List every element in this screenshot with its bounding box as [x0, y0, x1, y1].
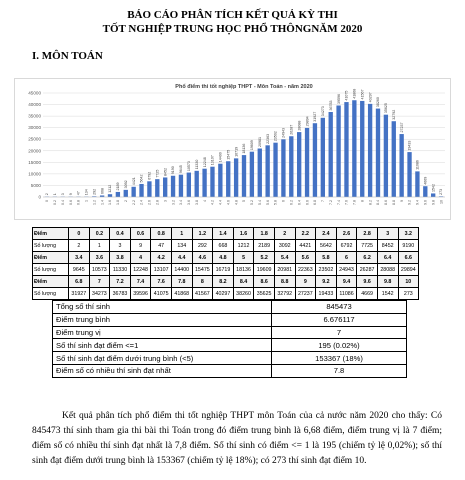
x-tick-label: 7.2	[328, 200, 333, 205]
bar-value-label: 26287	[289, 124, 294, 135]
x-tick-label: 9.8	[431, 200, 436, 205]
y-tick-label: 35000	[28, 113, 41, 119]
bar-value-label: 292	[92, 188, 97, 195]
score-cell: 3.2	[398, 228, 419, 240]
x-tick-label: 0.4	[60, 200, 65, 205]
count-cell: 39596	[130, 288, 151, 300]
count-cell: 4421	[295, 240, 316, 252]
bar-value-label: 12248	[202, 157, 207, 168]
bar	[281, 139, 285, 197]
bar	[384, 115, 388, 197]
score-cell: 3.6	[89, 252, 110, 264]
score-cell: 9	[295, 276, 316, 288]
count-cell: 20981	[274, 264, 295, 276]
score-cell: 2.2	[295, 228, 316, 240]
bar	[360, 101, 364, 197]
score-cell: 2	[274, 228, 295, 240]
x-tick-label: 8.2	[368, 200, 373, 205]
y-tick-label: 10000	[28, 171, 41, 177]
score-cell: 4.4	[171, 252, 192, 264]
count-cell: 1	[89, 240, 110, 252]
bar-value-label: 1542	[431, 183, 436, 192]
summary-row	[53, 313, 407, 326]
count-cell: 8452	[377, 240, 398, 252]
count-cell: 41868	[171, 288, 192, 300]
score-cell: 10	[398, 276, 419, 288]
x-tick-label: 3	[163, 200, 168, 202]
count-cell: 19433	[316, 288, 337, 300]
score-cell: 1.8	[254, 228, 275, 240]
count-cell: 23502	[316, 264, 337, 276]
report-title: BÁO CÁO PHÂN TÍCH KẾT QUẢ KỲ THI	[127, 9, 338, 21]
x-tick-label: 8	[360, 200, 365, 202]
bar-value-label: 14400	[218, 152, 223, 163]
score-cell: 7	[89, 276, 110, 288]
bar	[265, 145, 269, 197]
bar-value-label: 1212	[108, 184, 113, 193]
bar-value-label: 19609	[250, 140, 255, 151]
y-tick-label: 25000	[28, 136, 41, 142]
y-tick-label: 20000	[28, 148, 41, 154]
y-tick-label: 5000	[30, 182, 41, 188]
x-tick-label: 4.8	[234, 200, 239, 205]
row-label: Số lượng	[33, 240, 69, 252]
y-tick-label: 0	[38, 194, 41, 200]
count-cell: 668	[213, 240, 234, 252]
bar-value-label: 9645	[179, 165, 184, 174]
section-heading: I. MÔN TOÁN	[32, 50, 103, 62]
bar	[202, 169, 206, 197]
score-cell: 4.8	[213, 252, 234, 264]
x-tick-label: 9.6	[423, 200, 428, 205]
score-cell: 6.2	[357, 252, 378, 264]
bar	[210, 167, 214, 197]
bar-value-label: 11086	[415, 160, 420, 170]
bar	[242, 155, 246, 197]
bar-value-label: 32792	[391, 109, 396, 120]
score-cell: 8.8	[274, 276, 295, 288]
score-cell: 6	[336, 252, 357, 264]
table-row	[33, 264, 419, 276]
x-tick-label: 7.4	[336, 200, 341, 205]
x-tick-label: 1.8	[116, 200, 121, 205]
bar-value-label: 41075	[344, 90, 349, 101]
summary-value: 7.8	[272, 364, 407, 377]
count-cell: 134	[171, 240, 192, 252]
count-cell: 38260	[233, 288, 254, 300]
x-tick-label: 7.8	[352, 200, 357, 205]
bar-value-label: 7725	[155, 169, 160, 178]
x-tick-label: 9.4	[415, 200, 420, 205]
bar-value-label: 2	[45, 193, 50, 196]
bar	[124, 190, 128, 197]
x-tick-label: 0	[45, 200, 50, 202]
bar-value-label: 34273	[321, 106, 326, 117]
bar-value-label: 38260	[376, 97, 381, 108]
count-cell: 32792	[274, 288, 295, 300]
summary-label: Tổng số thí sinh	[53, 301, 272, 314]
score-cell: 9.6	[357, 276, 378, 288]
summary-table	[52, 300, 407, 378]
table-row	[33, 228, 419, 240]
bar	[187, 173, 191, 197]
count-cell: 19609	[254, 264, 275, 276]
bar-value-label: 6792	[147, 171, 152, 180]
x-tick-label: 1.6	[108, 200, 113, 205]
x-tick-label: 6.8	[313, 200, 318, 205]
summary-value: 6.676117	[272, 313, 407, 326]
bar	[116, 192, 120, 197]
score-cell: 7.2	[110, 276, 131, 288]
count-cell: 36783	[110, 288, 131, 300]
x-tick-label: 8.4	[376, 200, 381, 205]
score-cell: 0.4	[110, 228, 131, 240]
x-tick-label: 2.4	[139, 200, 144, 205]
bar	[226, 161, 230, 197]
bar	[376, 109, 380, 197]
bar-value-label: 19433	[407, 140, 412, 151]
score-cell: 9.4	[336, 276, 357, 288]
score-cell: 7.6	[151, 276, 172, 288]
table-row	[33, 240, 419, 252]
bar	[407, 152, 411, 197]
bar	[415, 171, 419, 197]
x-tick-label: 0.2	[53, 200, 58, 205]
row-label: Số lượng	[33, 288, 69, 300]
score-cell: 6.8	[69, 276, 90, 288]
summary-value: 195 (0.02%)	[272, 339, 407, 352]
bar-value-label: 22363	[265, 133, 270, 144]
x-tick-label: 3.6	[187, 200, 192, 205]
count-cell: 13107	[151, 264, 172, 276]
score-cell: 9.8	[377, 276, 398, 288]
x-tick-label: 7	[321, 200, 326, 202]
bar-value-label: 47	[76, 191, 81, 196]
count-cell: 34273	[89, 288, 110, 300]
score-cell: 0.6	[130, 228, 151, 240]
count-cell: 27237	[295, 288, 316, 300]
bar-value-label: 273	[439, 188, 444, 195]
score-cell: 5.8	[316, 252, 337, 264]
bar-value-label: 16719	[234, 146, 239, 157]
score-distribution-chart	[14, 78, 451, 220]
y-tick-label: 15000	[28, 159, 41, 165]
x-tick-label: 7.6	[344, 200, 349, 205]
score-cell: 0	[69, 228, 90, 240]
bar-value-label: 11330	[194, 159, 199, 170]
row-label: Điểm	[33, 276, 69, 288]
count-cell: 5642	[316, 240, 337, 252]
summary-row	[53, 339, 407, 352]
x-tick-label: 6	[281, 200, 286, 202]
bar	[321, 118, 325, 197]
bar	[344, 102, 348, 197]
bar	[139, 184, 143, 197]
score-cell: 8.4	[233, 276, 254, 288]
bar-value-label: 3092	[123, 180, 128, 189]
score-cell: 0.8	[151, 228, 172, 240]
score-cell: 5.6	[295, 252, 316, 264]
bar-value-label: 4421	[131, 177, 136, 186]
count-cell: 10573	[89, 264, 110, 276]
score-count-table	[32, 227, 419, 300]
y-tick-label: 30000	[28, 125, 41, 131]
bar	[336, 105, 340, 197]
score-cell: 3.4	[69, 252, 90, 264]
bar-value-label: 10573	[187, 161, 192, 172]
bar	[131, 187, 135, 197]
table-row	[33, 288, 419, 300]
count-cell: 3	[110, 240, 131, 252]
count-cell: 292	[192, 240, 213, 252]
bar-value-label: 23502	[273, 131, 278, 142]
bar-value-label: 1	[53, 193, 58, 196]
bar	[431, 193, 435, 197]
score-cell: 5	[233, 252, 254, 264]
bar	[147, 181, 151, 197]
x-tick-label: 3.4	[179, 200, 184, 205]
count-cell: 15475	[192, 264, 213, 276]
bar-value-label: 20981	[257, 137, 262, 148]
score-cell: 5.4	[274, 252, 295, 264]
count-cell: 31927	[69, 288, 90, 300]
bar	[392, 121, 396, 197]
chart-svg	[15, 79, 450, 219]
bar-value-label: 31927	[313, 111, 318, 122]
x-tick-label: 2.8	[155, 200, 160, 205]
bar-value-label: 4669	[423, 176, 428, 185]
bar-value-label: 9190	[171, 166, 176, 175]
score-cell: 8.2	[213, 276, 234, 288]
report-subtitle: TỐT NGHIỆP TRUNG HỌC PHỔ THÔNGNĂM 2020	[102, 23, 363, 35]
bar-value-label: 41868	[352, 88, 357, 99]
score-cell: 7.4	[130, 276, 151, 288]
score-cell: 2.4	[316, 228, 337, 240]
y-tick-label: 45000	[28, 90, 41, 96]
x-tick-label: 6.4	[297, 200, 302, 205]
bar-value-label: 134	[84, 189, 89, 196]
count-cell: 29894	[398, 264, 419, 276]
bar-value-label: 668	[100, 187, 105, 194]
bar-value-label: 2189	[116, 182, 121, 191]
count-cell: 28088	[377, 264, 398, 276]
table-row	[33, 276, 419, 288]
score-cell: 4.2	[151, 252, 172, 264]
x-tick-label: 2	[123, 200, 128, 202]
y-tick-label: 40000	[28, 102, 41, 108]
score-cell: 5.2	[254, 252, 275, 264]
bar	[234, 158, 238, 197]
summary-row	[53, 364, 407, 377]
count-cell: 16719	[213, 264, 234, 276]
score-cell: 3	[377, 228, 398, 240]
score-cell: 6.6	[398, 252, 419, 264]
bar	[368, 104, 372, 197]
count-cell: 1542	[377, 288, 398, 300]
summary-label: Điểm trung vị	[53, 326, 272, 339]
bar-value-label: 35625	[384, 103, 389, 114]
bar-value-label: 28088	[297, 120, 302, 131]
bar	[179, 175, 183, 197]
row-label: Điểm	[33, 228, 69, 240]
score-cell: 6.4	[377, 252, 398, 264]
count-cell: 1212	[233, 240, 254, 252]
summary-row	[53, 301, 407, 314]
count-cell: 7725	[357, 240, 378, 252]
bar	[258, 149, 262, 197]
bar-value-label: 24943	[281, 127, 286, 138]
bar-value-label: 13107	[210, 155, 215, 166]
score-cell: 8	[192, 276, 213, 288]
score-cell: 2.6	[336, 228, 357, 240]
count-cell: 41567	[192, 288, 213, 300]
analysis-paragraph: Kết quả phân tích phổ điểm thi tốt nghiệp THPT môn Toán của cả nước năm 2020 cho thấy: Có 845473 thí sinh tham gia thi bài thi Toán trong đó điểm trung bình là 6,68 điểm, điểm trung vị là 7 điểm; điểm số có nhiều thí sinh đạt nhất là 7,8 điểm. Số thí sinh có điểm <= 1 là 195 (chiếm tỷ lệ 0,02%); số thí sinh đạt điểm dưới trung bình là 153367 (chiếm tỷ lệ 18%); có 273 thí sinh đạt điểm 10.	[32, 411, 442, 466]
count-cell: 273	[398, 288, 419, 300]
bar-value-label: 29894	[305, 116, 310, 127]
x-tick-label: 9	[399, 200, 404, 202]
score-cell: 4	[130, 252, 151, 264]
summary-value: 7	[272, 326, 407, 339]
x-tick-label: 10	[439, 200, 444, 204]
count-cell: 2189	[254, 240, 275, 252]
score-cell: 2.8	[357, 228, 378, 240]
summary-label: Số thí sinh đạt điểm dưới trung bình (<5)	[53, 352, 272, 365]
count-cell: 24943	[336, 264, 357, 276]
x-tick-label: 5.4	[257, 200, 262, 205]
summary-row	[53, 352, 407, 365]
bar	[195, 171, 199, 197]
bar	[163, 177, 167, 197]
count-cell: 26287	[357, 264, 378, 276]
summary-label: Số thí sinh đạt điểm <=1	[53, 339, 272, 352]
score-cell: 0.2	[89, 228, 110, 240]
bar-value-label: 40297	[368, 92, 373, 103]
x-tick-label: 5.2	[250, 200, 255, 205]
x-tick-label: 0.8	[76, 200, 81, 205]
row-label: Điểm	[33, 252, 69, 264]
x-tick-label: 6.2	[289, 200, 294, 205]
score-cell: 1.6	[233, 228, 254, 240]
x-tick-label: 2.6	[147, 200, 152, 205]
x-tick-label: 1	[84, 200, 89, 202]
x-tick-label: 4	[202, 200, 207, 202]
bar	[423, 186, 427, 197]
x-tick-label: 1.4	[100, 200, 105, 205]
x-tick-label: 0.6	[68, 200, 73, 205]
bar	[329, 112, 333, 197]
bar	[313, 123, 317, 197]
x-tick-label: 5.6	[265, 199, 270, 205]
x-tick-label: 4.4	[218, 200, 223, 205]
count-cell: 9	[130, 240, 151, 252]
bar	[171, 176, 175, 197]
bar	[155, 179, 159, 197]
summary-label: Điểm trung bình	[53, 313, 272, 326]
score-cell: 8.6	[254, 276, 275, 288]
score-cell: 7.8	[171, 276, 192, 288]
bar-value-label: 39596	[336, 93, 341, 104]
row-label: Số lượng	[33, 264, 69, 276]
count-cell: 11330	[110, 264, 131, 276]
score-cell: 1.2	[192, 228, 213, 240]
count-cell: 18136	[233, 264, 254, 276]
bar-value-label: 27237	[399, 122, 404, 133]
count-cell: 41075	[151, 288, 172, 300]
score-cell: 1	[171, 228, 192, 240]
count-cell: 40297	[213, 288, 234, 300]
count-cell: 47	[151, 240, 172, 252]
x-tick-label: 9.2	[407, 200, 412, 205]
x-tick-label: 3.8	[194, 200, 199, 205]
summary-label: Điểm số có nhiều thí sinh đạt nhất	[53, 364, 272, 377]
count-cell: 35625	[254, 288, 275, 300]
x-tick-label: 6.6	[305, 200, 310, 205]
bar-value-label: 41567	[360, 89, 365, 100]
summary-row	[53, 326, 407, 339]
bar-value-label: 8452	[163, 167, 168, 176]
count-cell: 2	[69, 240, 90, 252]
score-cell: 4.6	[192, 252, 213, 264]
bar	[399, 134, 403, 197]
count-cell: 4669	[357, 288, 378, 300]
summary-value: 845473	[272, 301, 407, 314]
summary-value: 153367 (18%)	[272, 352, 407, 365]
x-tick-label: 2.2	[131, 200, 136, 205]
bar	[289, 136, 293, 197]
count-cell: 14400	[171, 264, 192, 276]
x-tick-label: 5.8	[273, 200, 278, 205]
x-tick-label: 4.2	[210, 200, 215, 205]
count-cell: 11086	[336, 288, 357, 300]
bar-value-label: 3	[60, 193, 65, 196]
score-cell: 1.4	[213, 228, 234, 240]
count-cell: 22363	[295, 264, 316, 276]
bar	[218, 164, 222, 197]
score-cell: 3.8	[110, 252, 131, 264]
count-cell: 12248	[130, 264, 151, 276]
bar-value-label: 18136	[242, 143, 247, 154]
chart-title: Phổ điểm thi tốt nghiệp THPT - Môn Toán - năm 2020	[175, 84, 313, 90]
bar	[305, 128, 309, 197]
count-cell: 9645	[69, 264, 90, 276]
bar-value-label: 9	[68, 193, 73, 196]
bar	[273, 143, 277, 197]
count-cell: 9190	[398, 240, 419, 252]
count-cell: 3092	[274, 240, 295, 252]
bar	[108, 194, 112, 197]
table-row	[33, 252, 419, 264]
x-tick-label: 3.2	[171, 200, 176, 205]
score-cell: 9.2	[316, 276, 337, 288]
bar	[250, 152, 254, 197]
bar-value-label: 15475	[226, 149, 231, 160]
bar-value-label: 36783	[328, 100, 333, 111]
bar	[352, 100, 356, 197]
x-tick-label: 8.8	[391, 200, 396, 205]
bar	[297, 132, 301, 197]
x-tick-label: 4.6	[226, 200, 231, 205]
x-tick-label: 5	[242, 200, 247, 202]
x-tick-label: 8.6	[384, 200, 389, 205]
x-tick-label: 1.2	[92, 200, 97, 205]
count-cell: 6792	[336, 240, 357, 252]
bar-value-label: 5642	[139, 174, 144, 183]
